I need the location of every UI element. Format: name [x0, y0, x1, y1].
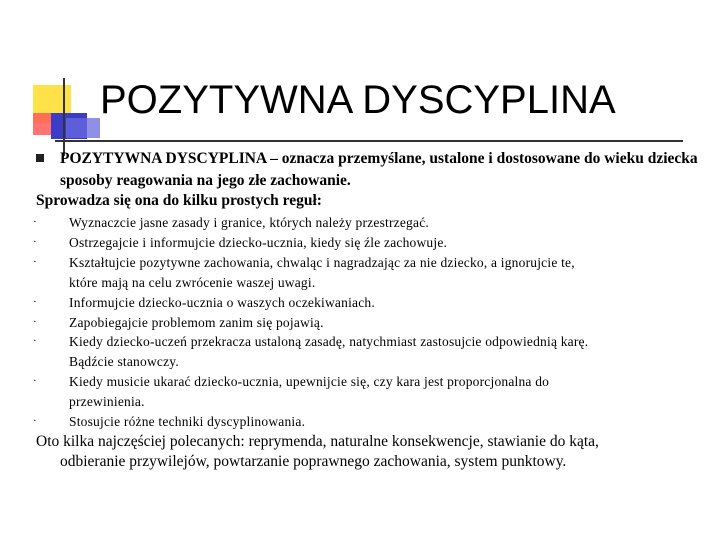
- rule-text: Zapobiegajcie problemom zanim się pojawią.: [69, 314, 324, 330]
- title-underline: [55, 140, 683, 142]
- decor-vertical-line: [63, 78, 65, 156]
- bullet-dot-icon: ·: [33, 235, 37, 248]
- bullet-dot-icon: ·: [33, 375, 37, 388]
- rule-text: Stosujcie różne techniki dyscyplinowania.: [69, 414, 306, 430]
- list-item: [30, 213, 590, 233]
- bullet-square-icon: [36, 154, 44, 162]
- bullet-dot-icon: ·: [33, 295, 37, 308]
- decor-light-blue-square: [66, 118, 100, 138]
- intro-definition: POZYTYWNA DYSCYPLINA – oznacza przemyślane, ustalone i dostosowane do wieku dziecka sposoby reagowania na jego złe zachowanie.: [60, 150, 698, 189]
- outro-paragraph: [36, 432, 696, 472]
- list-item: [30, 233, 590, 253]
- slide-title: POZYTYWNA DYSCYPLINA: [100, 78, 616, 122]
- bullet-dot-icon: ·: [33, 335, 37, 348]
- bullet-dot-icon: ·: [33, 415, 37, 428]
- rule-text: Kształtujcie pozytywne zachowania, chwaląc i nagradzając za nie dziecko, a ignorujcie te, które mają na celu zwrócenie waszej uwagi.: [69, 254, 575, 290]
- bullet-dot-icon: ·: [33, 216, 37, 228]
- bullet-dot-icon: ·: [33, 315, 37, 328]
- outro-line-2: odbieranie przywilejów, powtarzanie poprawnego zachowania, system punktowy.: [60, 453, 567, 470]
- outro-line-1: Oto kilka najczęściej polecanych: reprymenda, naturalne konsekwencje, stawianie do kąta,: [36, 433, 599, 450]
- list-item: [30, 313, 590, 333]
- rule-text: Kiedy musicie ukarać dziecko-ucznia, upewnijcie się, czy kara jest proporcjonalna do przewinienia.: [69, 374, 550, 410]
- list-item: [30, 412, 590, 432]
- rule-text: Kiedy dziecko-uczeń przekracza ustaloną zasadę, natychmiast zastosujcie odpowiednią karę. Bądźcie stanowczy.: [69, 334, 589, 370]
- list-item: [30, 293, 590, 313]
- rules-intro: Sprowadza się ona do kilku prostych reguł:: [36, 192, 322, 209]
- list-item: [30, 332, 590, 372]
- rules-list: [30, 213, 590, 432]
- list-item: [30, 372, 590, 412]
- rule-text: Informujcie dziecko-ucznia o waszych oczekiwaniach.: [69, 294, 375, 310]
- bullet-dot-icon: ·: [33, 255, 37, 268]
- rule-text: Wyznaczcie jasne zasady i granice, których należy przestrzegać.: [69, 215, 429, 230]
- rule-text: Ostrzegajcie i informujcie dziecko-ucznia, kiedy się źle zachowuje.: [69, 234, 448, 250]
- list-item: [30, 253, 590, 293]
